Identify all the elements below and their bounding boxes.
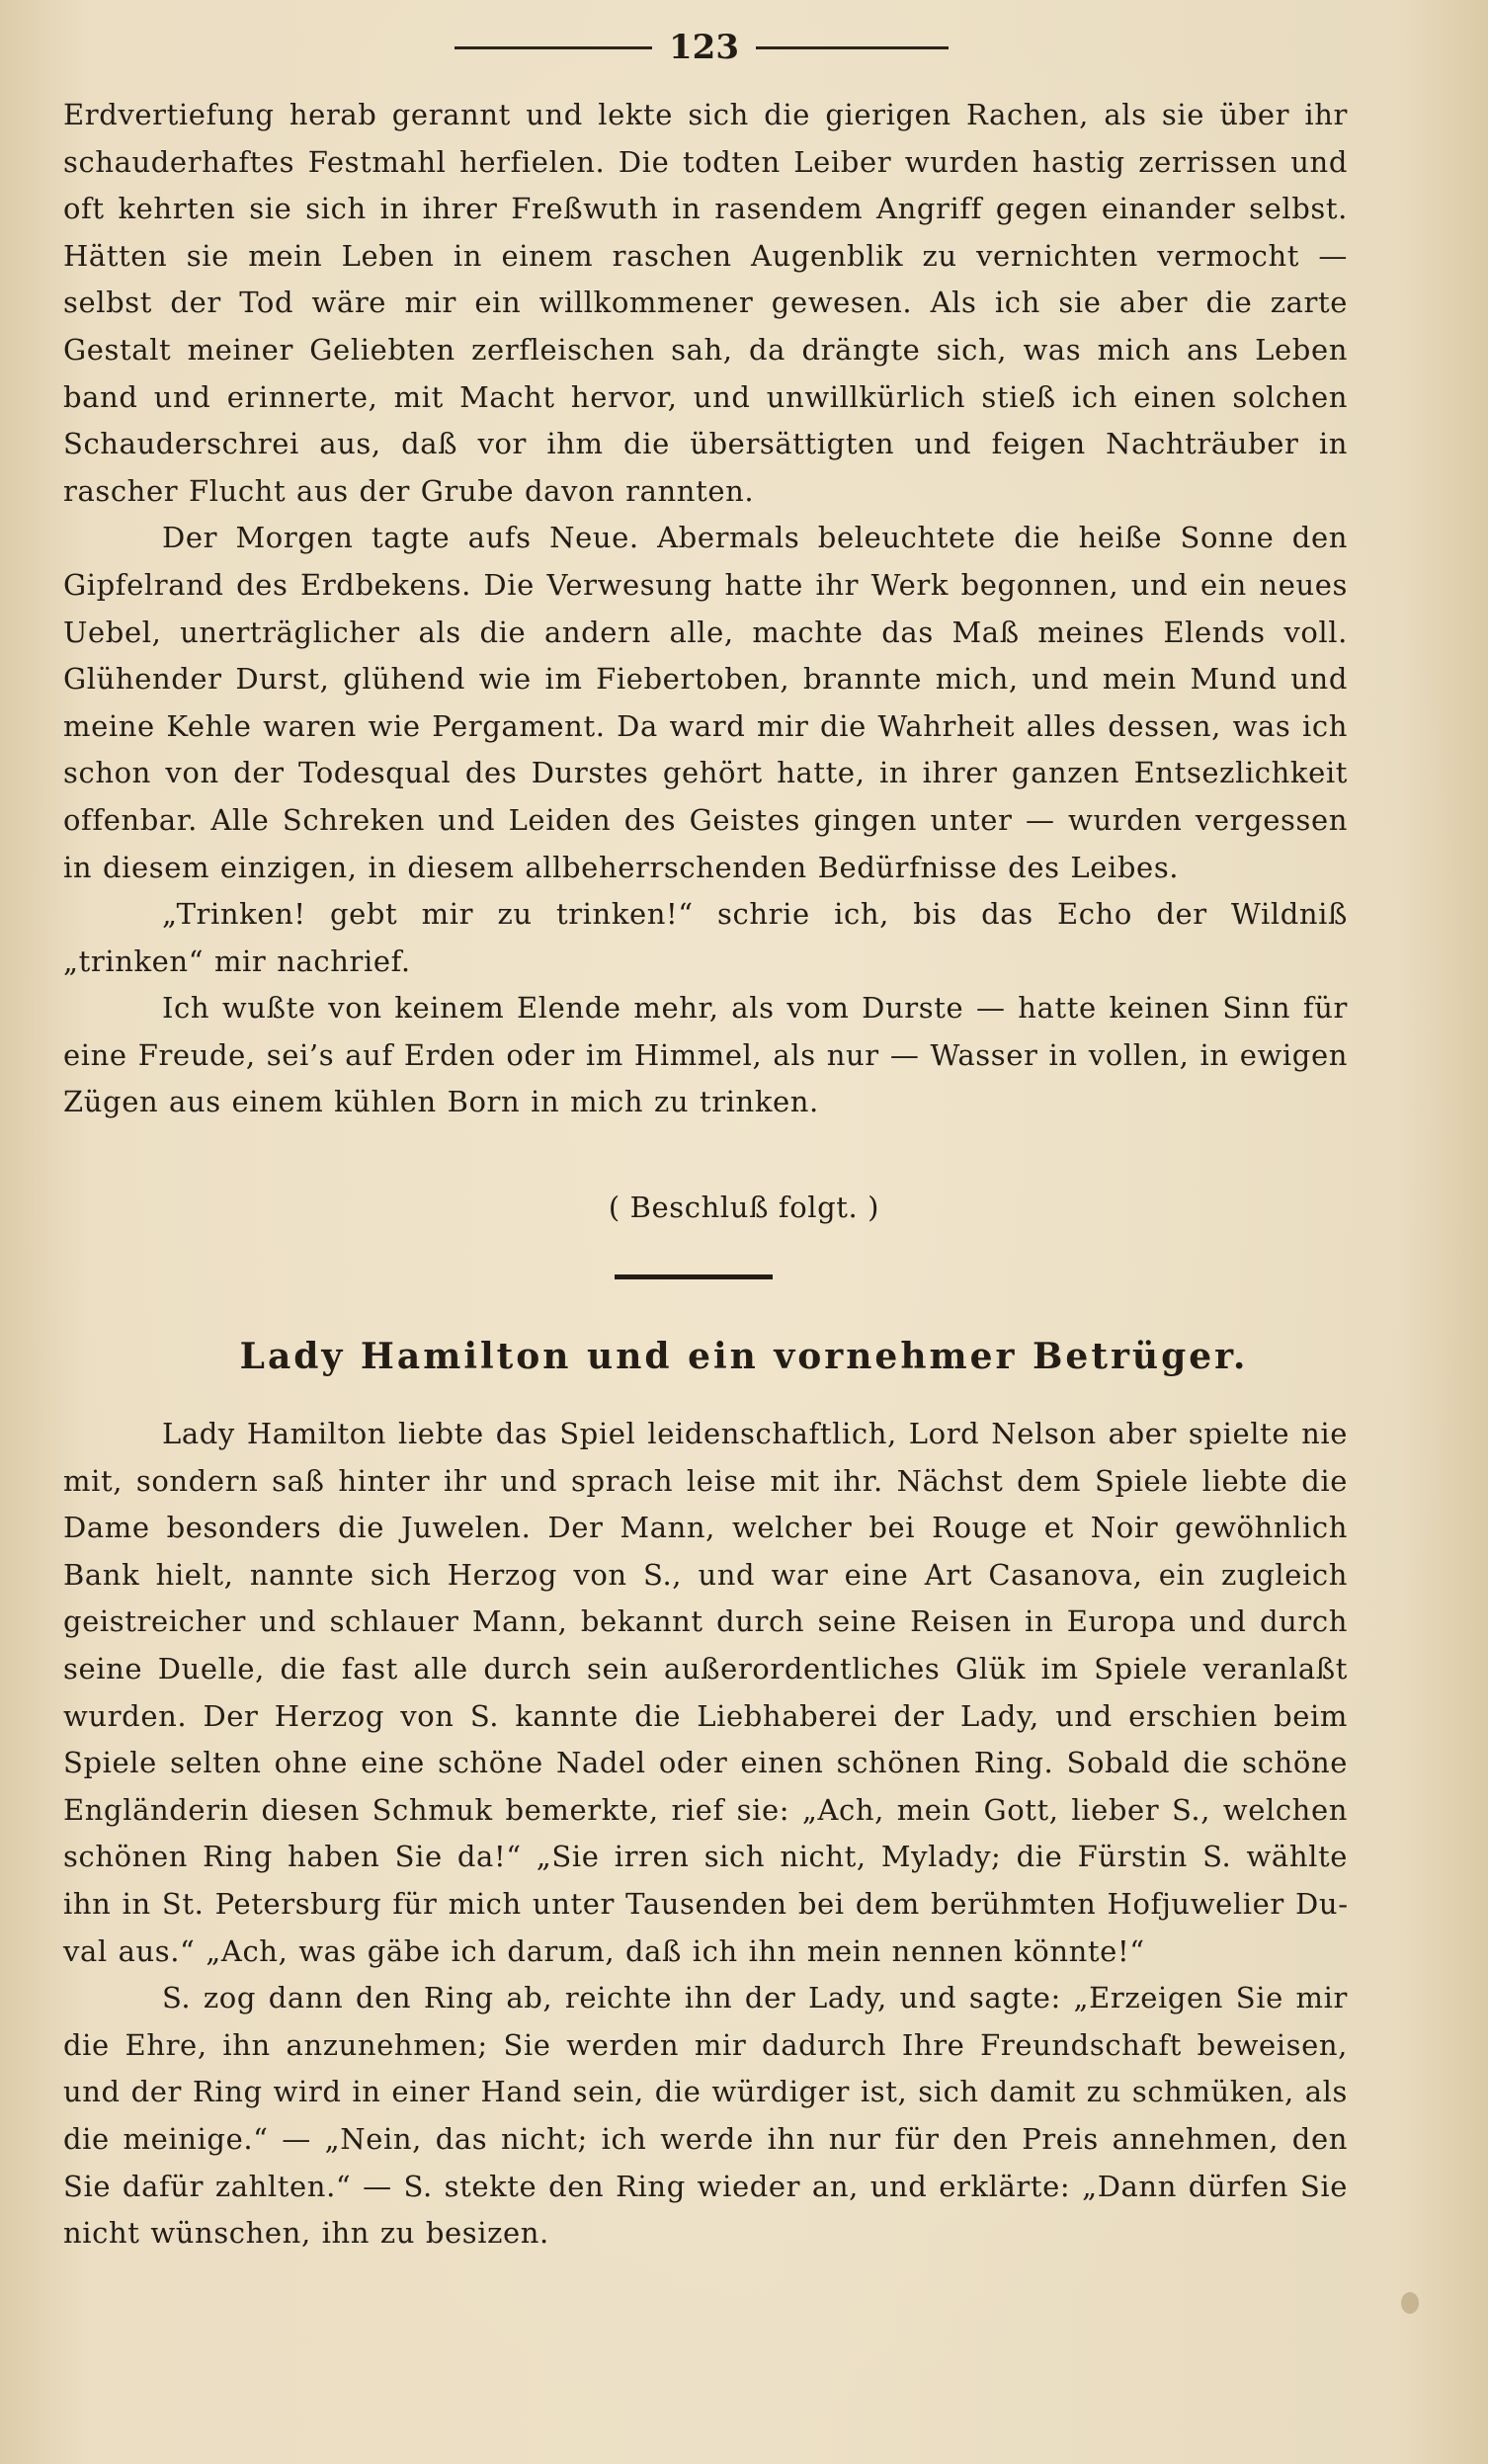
article-paragraph-1: Lady Hamilton liebte das Spiel leidenschaftlich, Lord Nelson aber spielte nie mit, sondern saß hinter ihr und sprach leise mit ihr. Nächst dem Spiele liebte die Dame besonders die Juwelen. Der Mann, welcher bei Rouge et Noir gewöhnlich Bank hielt, nannte sich Herzog von S., und war eine Art Casanova, ein zugleich geistreicher und schlauer Mann, bekannt durch seine Reisen in Europa und durch seine Duelle, die fast alle durch sein außerordentliches Glük im Spiele veranlaßt wurden. Der Herzog von S. kannte die Liebhaberei der Lady, und erschien beim Spiele selten ohne eine schöne Nadel oder einen schönen Ring. Sobald die schöne Engländerin diesen Schmuk bemerkte, rief sie: „Ach, mein Gott, lieber S., welchen schönen Ring haben Sie da!“ „Sie irren sich nicht, Mylady; die Fürstin S. wählte ihn in St. Petersburg für mich unter Tausenden bei dem berühmten Hofjuwelier Duval aus.“ „Ach, was gäbe ich darum, daß ich ihn mein nennen könnte!“ bbox=[63, 1417, 1348, 1968]
header-rule-right bbox=[756, 46, 949, 49]
header-rule-left bbox=[455, 46, 652, 49]
story-paragraph-3: „Trinken! gebt mir zu trinken!“ schrie ich, bis das Echo der Wildniß „trinken“ mir nachrief. bbox=[63, 897, 1348, 978]
page-header bbox=[0, 20, 1488, 75]
paper-stain bbox=[1401, 2292, 1419, 2314]
section-separator bbox=[615, 1274, 773, 1279]
article-body bbox=[63, 1411, 1348, 2258]
continued-note: ( Beschluß folgt. ) bbox=[608, 1191, 880, 1224]
article-title: Lady Hamilton und ein vornehmer Betrüger. bbox=[239, 1336, 1249, 1377]
page-number: 123 bbox=[669, 28, 739, 67]
story-continuation bbox=[63, 92, 1348, 1126]
story-paragraph-4: Ich wußte von keinem Elende mehr, als vom Durste — hatte keinen Sinn für eine Freude, sei’s auf Erden oder im Himmel, als nur — Wasser in vollen, in ewigen Zügen aus einem kühlen Born in mich zu trinken. bbox=[63, 991, 1348, 1119]
story-paragraph-2: Der Morgen tagte aufs Neue. Abermals beleuchtete die heiße Sonne den Gipfelrand des Erdbekens. Die Verwesung hatte ihr Werk begonnen, und ein neues Uebel, unerträglicher als die andern alle, machte das Maß meines Elends voll. Glühender Durst, glühend wie im Fiebertoben, brannte mich, und mein Mund und meine Kehle waren wie Pergament. Da ward mir die Wahrheit alles dessen, was ich schon von der Todesqual des Durstes gehört hatte, in ihrer ganzen Entsezlichkeit offenbar. Alle Schreken und Leiden des Geistes gingen unter — wurden vergessen in diesem einzigen, in diesem allbeherrschenden Bedürfnisse des Leibes. bbox=[63, 521, 1348, 884]
article-paragraph-2: S. zog dann den Ring ab, reichte ihn der Lady, und sagte: „Erzeigen Sie mir die Ehre, ihn anzunehmen; Sie werden mir dadurch Ihre Freundschaft beweisen, und der Ring wird in einer Hand sein, die würdiger ist, sich damit zu schmüken, als die meinige.“ — „Nein, das nicht; ich werde ihn nur für den Preis annehmen, den Sie dafür zahlten.“ — S. stekte den Ring wieder an, und erklärte: „Dann dürfen Sie nicht wünschen, ihn zu besizen. bbox=[63, 1981, 1348, 2251]
story-paragraph-1: Erdvertiefung herab gerannt und lekte sich die gierigen Rachen, als sie über ihr schauderhaftes Festmahl herfielen. Die todten Leiber wurden hastig zerrissen und oft kehrten sie sich in ihrer Freßwuth in rasendem Angriff gegen einander selbst. Hätten sie mein Leben in einem raschen Augenblik zu vernichten vermocht — selbst der Tod wäre mir ein willkommener gewesen. Als ich sie aber die zarte Gestalt meiner Geliebten zerfleischen sah, da drängte sich, was mich ans Leben band und erinnerte, mit Macht hervor, und unwillkürlich stieß ich einen solchen Schauderschrei aus, daß vor ihm die übersättigten und feigen Nachträuber in rascher Flucht aus der Grube davon rannten. bbox=[63, 98, 1348, 508]
